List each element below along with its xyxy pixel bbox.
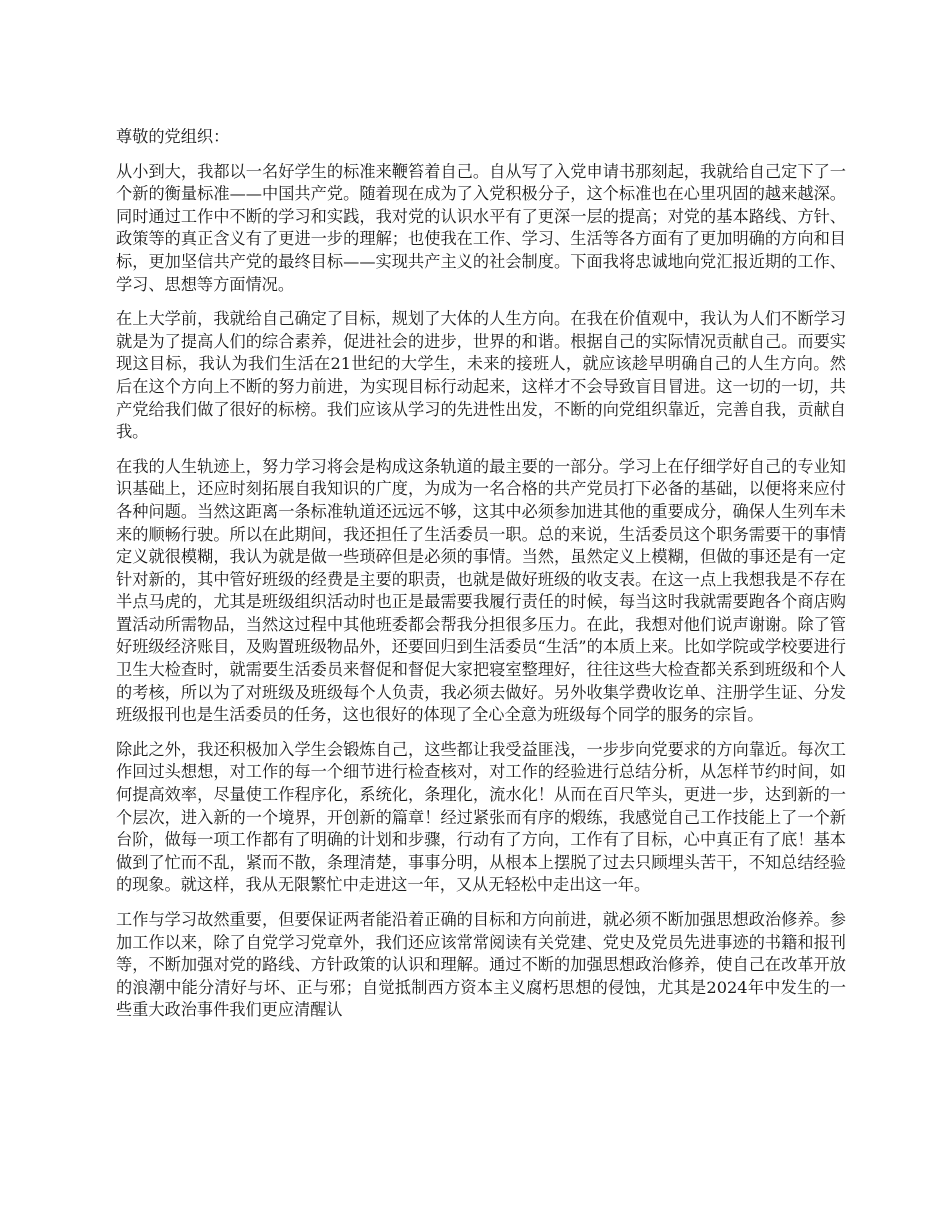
paragraph-4: 除此之外，我还积极加入学生会锻炼自己，这些都让我受益匪浅，一步步向党要求的方向靠近。每次工作回过头想想，对工作的每一个细节进行检查核对，对工作的经验进行总结分析，从怎样节约时间，如何提高效率，尽量使工作程序化，系统化，条理化，流水化！从而在百尺竿头，更进一步，达到新的一个层次，进入新的一个境界，开创新的篇章！经过紧张而有序的煅练，我感觉自己工作技能上了一个新台阶，做每一项工作都有了明确的计划和步骤，行动有了方向，工作有了目标，心中真正有了底！基本做到了忙而不乱，紧而不散，条理清楚，事事分明，从根本上摆脱了过去只顾埋头苦干，不知总结经验的现象。就这样，我从无限繁忙中走进这一年，又从无轻松中走出这一年。	[116, 739, 846, 895]
paragraph-5: 工作与学习故然重要，但要保证两者能沿着正确的目标和方向前进，就必须不断加强思想政治修养。参加工作以来，除了自党学习党章外，我们还应该常常阅读有关党建、党史及党员先进事迹的书籍和报刊等，不断加强对党的路线、方针政策的认识和理解。通过不断的加强思想政治修养，使自己在改革开放的浪潮中能分清好与坏、正与邪；自觉抵制西方资本主义腐朽思想的侵蚀，尤其是2024年中发生的一些重大政治事件我们更应清醒认	[116, 910, 846, 1020]
paragraph-3: 在我的人生轨迹上，努力学习将会是构成这条轨道的最主要的一部分。学习上在仔细学好自己的专业知识基础上，还应时刻拓展自我知识的广度，为成为一名合格的共产党员打下必备的基础，以便将来应付各种问题。当然这距离一条标准轨道还远远不够，这其中必须参加进其他的重要成分，确保人生列车未来的顺畅行驶。所以在此期间，我还担任了生活委员一职。总的来说，生活委员这个职务需要干的事情定义就很模糊，我认为就是做一些琐碎但是必须的事情。当然，虽然定义上模糊，但做的事还是有一定针对新的，其中管好班级的经费是主要的职责，也就是做好班级的收支表。在这一点上我想我是不存在半点马虎的，尤其是班级组织活动时也正是最需要我履行责任的时候，每当这时我就需要跑各个商店购置活动所需物品，当然这过程中其他班委都会帮我分担很多压力。在此，我想对他们说声谢谢。除了管好班级经济账目，及购置班级物品外，还要回归到生活委员“生活”的本质上来。比如学院或学校要进行卫生大检查时，就需要生活委员来督促和督促大家把寝室整理好，往往这些大检查都关系到班级和个人的考核，所以为了对班级及班级每个人负责，我必须去做好。另外收集学费收讫单、注册学生证、分发班级报刊也是生活委员的任务，这也很好的体现了全心全意为班级每个同学的服务的宗旨。	[116, 456, 846, 725]
paragraph-2: 在上大学前，我就给自己确定了目标，规划了大体的人生方向。在我在价值观中，我认为人们不断学习就是为了提高人们的综合素养，促进社会的进步，世界的和谐。根据自己的实际情况贡献自己。而要实现这目标，我认为我们生活在21世纪的大学生，未来的接班人，就应该趁早明确自己的人生方向。然后在这个方向上不断的努力前进，为实现目标行动起来，这样才不会导致盲目冒进。这一切的一切，共产党给我们做了很好的标榜。我们应该从学习的先进性出发，不断的向党组织靠近，完善自我，贡献自我。	[116, 309, 846, 442]
document-body	[116, 118, 846, 1034]
salutation: 尊敬的党组织：	[116, 127, 230, 146]
paragraph-1: 从小到大，我都以一名好学生的标准来鞭笞着自己。自从写了入党申请书那刻起，我就给自己定下了一个新的衡量标准——中国共产党。随着现在成为了入党积极分子，这个标准也在心里巩固的越来越深。同时通过工作中不断的学习和实践，我对党的认识水平有了更深一层的提高；对党的基本路线、方针、政策等的真正含义有了更进一步的理解；也使我在工作、学习、生活等各方面有了更加明确的方向和目标，更加坚信共产党的最终目标——实现共产主义的社会制度。下面我将忠诚地向党汇报近期的工作、学习、思想等方面情况。	[116, 161, 846, 294]
